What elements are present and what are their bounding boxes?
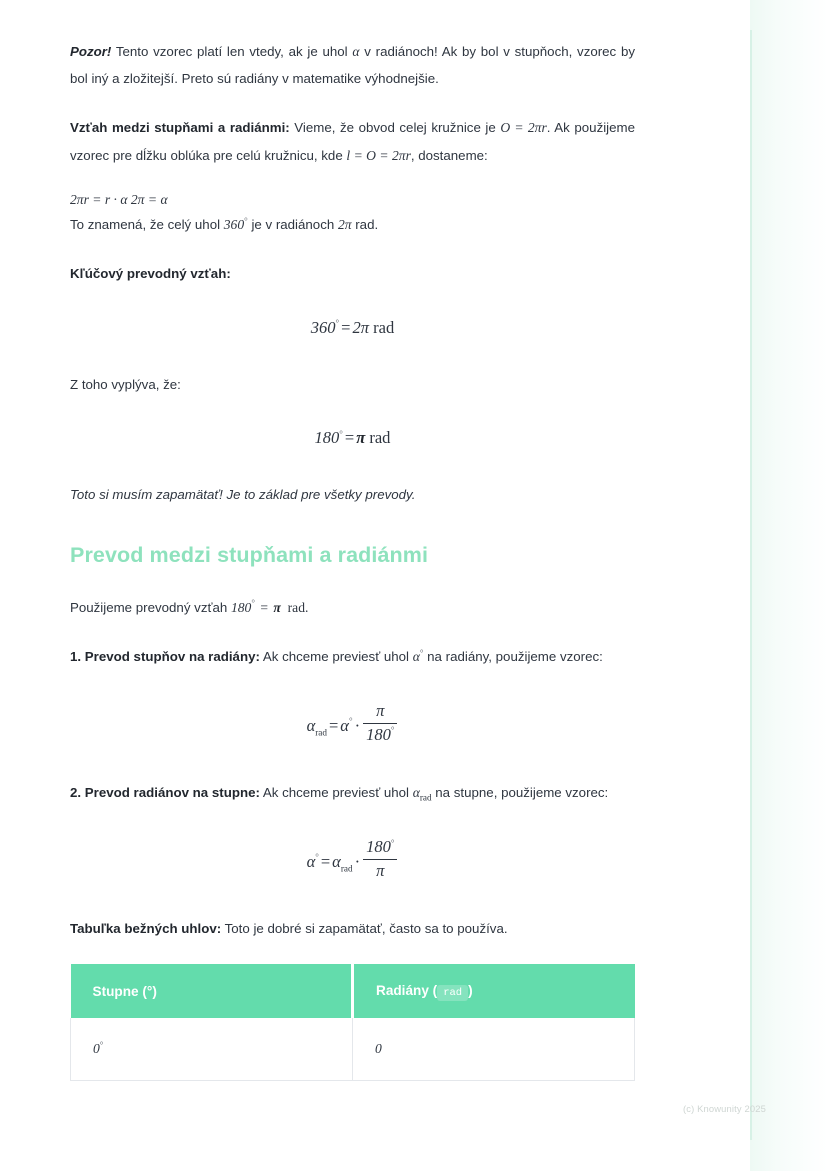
subscript-rad: rad (340, 863, 353, 874)
derivation-math-line (70, 191, 635, 209)
warning-lead: Pozor! (70, 44, 112, 59)
therefore-text: Z toho vyplýva, že: (70, 376, 181, 392)
inline-math-alpha-1: α (352, 44, 360, 59)
fraction-numerator-value: 180 (366, 837, 391, 857)
formula-rad-to-deg-content (306, 837, 399, 880)
table-intro-lead: Tabuľka bežných uhlov: (70, 920, 222, 936)
display-formula-180 (70, 428, 635, 448)
fraction-180-over-pi (363, 837, 397, 881)
derivation-text-a: To znamená, že celý uhol (70, 217, 224, 233)
inline-math-arclength: l = O = 2πr (346, 147, 411, 163)
step-1-text-b: na radiány, použijeme vzorec: (423, 649, 603, 665)
alpha-symbol: α (332, 851, 341, 871)
column-header-degrees (71, 964, 353, 1018)
common-angles-table (70, 964, 635, 1081)
column-header-radians (353, 964, 635, 1018)
formula-360-unit: rad (373, 317, 395, 337)
fraction-pi-over-180 (363, 701, 397, 745)
derivation-text-b: je v radiánoch (247, 217, 338, 233)
fraction-numerator: π (363, 701, 397, 724)
derivation-equation: 2πr = r · α 2π = α (70, 192, 168, 208)
derivation-text-c: rad. (351, 217, 379, 233)
inline-code-rad: rad (437, 985, 468, 1001)
paragraph-warning (70, 38, 635, 92)
paragraph-memorize-note (70, 482, 635, 509)
inline-math-180-eq-pi (231, 600, 308, 615)
equals-sign: = (256, 599, 272, 615)
paragraph-derivation-result (70, 211, 635, 239)
alpha-symbol: α (340, 715, 349, 735)
equals-sign: = (320, 851, 331, 871)
step-1-lead: 1. Prevod stupňov na radiány: (70, 649, 260, 665)
alpha-symbol: α (306, 715, 316, 735)
column-header-degrees-label: Stupne ( (92, 983, 147, 999)
table-intro-text: Toto je dobré si zapamätať, často sa to používa. (221, 920, 508, 936)
warning-text-2: v radiánoch! Ak by bol v stupňoch, vzorec by bol iný a zložitejší. Preto sú radiány v matematike výhodnejšie. (70, 44, 635, 86)
cell-degrees (71, 1018, 353, 1080)
fraction-denominator (363, 724, 397, 746)
degree-symbol-icon: ° (146, 983, 153, 999)
column-header-degrees-suffix: ) (152, 983, 157, 999)
fraction-numerator (363, 837, 397, 860)
degree-symbol-icon: ° (348, 716, 353, 726)
degree-symbol-icon: ° (390, 725, 395, 736)
table-row (71, 1018, 635, 1080)
inline-math-alpha-rad (412, 785, 432, 803)
paragraph-therefore (70, 372, 635, 399)
right-vertical-rule (750, 30, 752, 1140)
relation-text-3: , dostaneme: (410, 147, 488, 163)
degree-symbol-icon: ° (244, 215, 248, 226)
inline-math-circumference: O = 2πr (500, 120, 547, 136)
paragraph-step-1 (70, 643, 635, 671)
formula-deg-to-rad-content (306, 700, 399, 744)
relation-text-1: Vieme, že obvod celej kružnice je (289, 120, 501, 136)
formula-180-unit: rad (369, 428, 391, 448)
value-360: 360 (223, 217, 245, 233)
degree-symbol-icon: ° (335, 318, 340, 329)
display-formula-deg-to-rad (70, 701, 635, 745)
formula-180-lhs: 180 (314, 428, 340, 448)
paragraph-table-intro (70, 916, 635, 943)
relation-text-2: . Ak použijeme vzorec pre dĺžku oblúka pre celú kružnicu, kde (70, 120, 635, 163)
alpha-symbol: α (412, 785, 420, 801)
memorize-note-text: Toto si musím zapamätať! Je to základ pre všetky prevody. (70, 487, 416, 503)
inline-math-360 (224, 217, 248, 232)
degree-symbol-icon: ° (315, 852, 319, 863)
step-1-text-a: Ak chceme previesť uhol (259, 649, 413, 665)
value-pi: π (273, 599, 281, 615)
alpha-symbol: α (412, 649, 420, 665)
table-header (71, 964, 635, 1018)
column-header-radians-label: Radiány ( (376, 983, 438, 999)
display-formula-360 (70, 318, 635, 338)
cell-radians-math: 0 (375, 1040, 382, 1056)
cell-radians (353, 1018, 635, 1080)
cell-degrees-math (93, 1041, 103, 1056)
paragraph-relation (70, 114, 635, 169)
display-formula-rad-to-deg (70, 837, 635, 881)
fraction-denominator-value: 180 (366, 724, 391, 744)
paragraph-key-relation-label (70, 261, 635, 288)
inline-math-2pi: 2π (337, 217, 352, 233)
subscript-rad: rad (315, 726, 327, 737)
formula-360-rhs: 2π (352, 317, 369, 337)
unit-rad: rad. (284, 599, 309, 615)
right-side-panel (750, 0, 828, 1171)
use-relation-text-a: Použijeme prevodný vzťah (70, 599, 231, 615)
step-2-lead: 2. Prevod radiánov na stupne: (70, 785, 260, 801)
degree-symbol-icon: ° (251, 598, 255, 609)
value-180: 180 (230, 599, 252, 615)
step-2-text-a: Ak chceme previesť uhol (259, 785, 413, 801)
multiplication-dot-icon: · (354, 851, 361, 871)
subscript-rad: rad (419, 792, 432, 803)
degree-symbol-icon: ° (419, 647, 424, 658)
warning-text-1: Tento vzorec platí len vtedy, ak je uhol (111, 44, 353, 59)
degree-symbol-icon: ° (99, 1039, 104, 1050)
step-2-text-b: na stupne, použijeme vzorec: (431, 785, 609, 801)
section-heading-conversion: Prevod medzi stupňami a radiánmi (70, 542, 429, 567)
table-header-row (71, 964, 635, 1018)
paragraph-use-relation (70, 594, 635, 622)
formula-360-content (311, 318, 394, 337)
cell-degrees-value: 0 (93, 1041, 100, 1057)
relation-lead: Vzťah medzi stupňami a radiánmi: (70, 120, 290, 136)
formula-360-lhs: 360 (310, 317, 336, 337)
formula-360-equals: = (341, 317, 351, 337)
copyright-watermark: (c) Knowunity 2025 (683, 1103, 766, 1114)
multiplication-dot-icon: · (354, 715, 361, 735)
table-body (71, 1018, 635, 1080)
formula-180-equals: = (344, 428, 355, 448)
formula-180-rhs: π (356, 428, 366, 448)
degree-symbol-icon: ° (390, 837, 395, 848)
equals-sign: = (328, 715, 339, 735)
key-relation-label: Kľúčový prevodný vzťah: (70, 265, 231, 281)
paragraph-step-2 (70, 779, 635, 807)
formula-180-content (315, 428, 391, 447)
alpha-symbol: α (306, 851, 316, 871)
fraction-denominator: π (376, 860, 385, 880)
column-header-radians-suffix: ) (468, 983, 473, 999)
degree-symbol-icon: ° (339, 428, 343, 439)
inline-math-alpha-deg (413, 649, 424, 664)
